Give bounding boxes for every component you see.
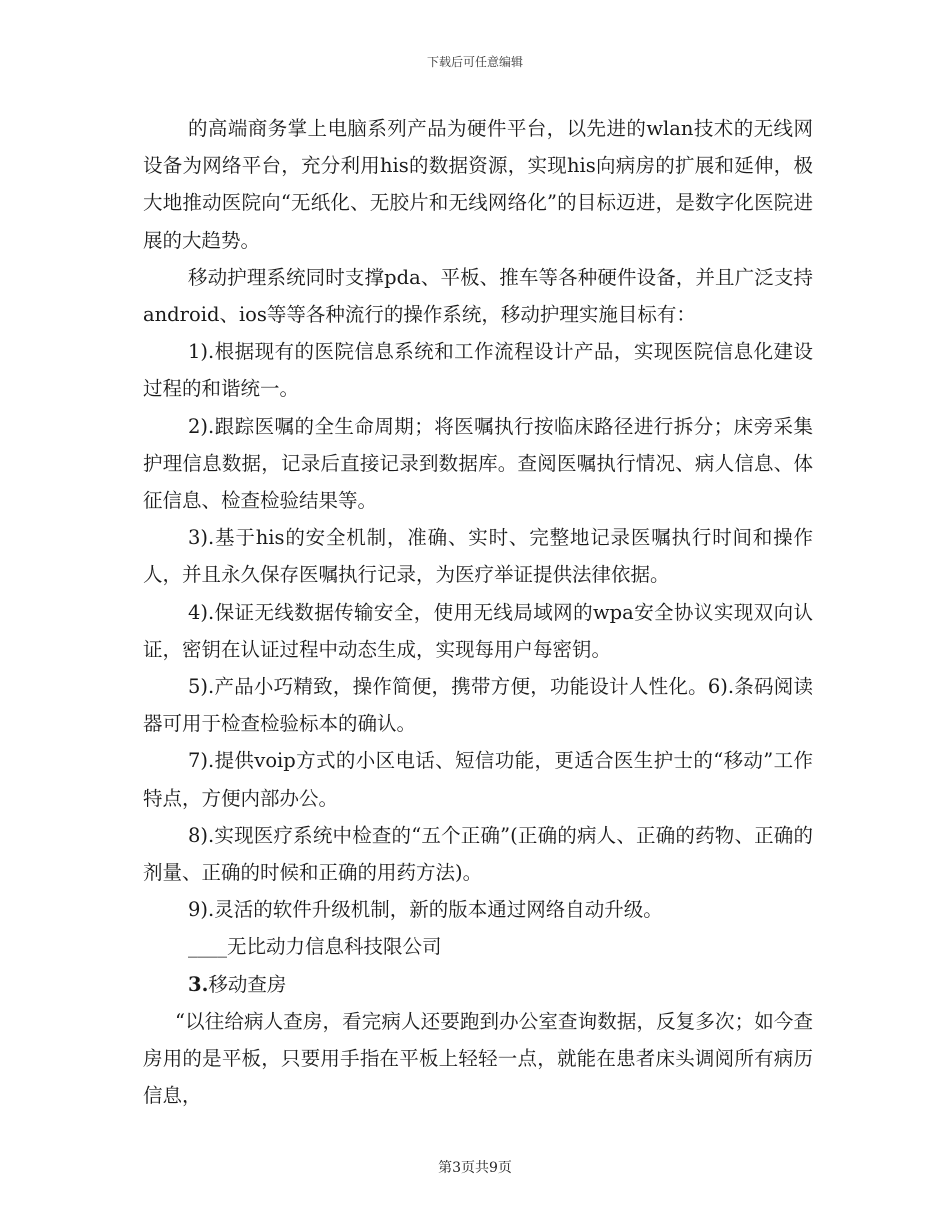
goal-item-8: 8).实现医疗系统中检查的“五个正确”(正确的病人、正确的药物、正确的剂量、正确的时候和正确的用药方法)。: [143, 823, 813, 885]
goal-item-3: 3).基于his的安全机制，准确、实时、完整地记录医嘱执行时间和操作人，并且永久保存医嘱执行记录，为医疗举证提供法律依据。: [143, 526, 813, 587]
page-footer: 第3页共9页: [438, 1160, 512, 1176]
page-header: 下载后可任意编辑: [426, 55, 523, 69]
section-heading: [143, 966, 813, 1003]
paragraph-system-support: 移动护理系统同时支撑pda、平板、推车等各种硬件设备，并且广泛支持android、ios等等各种流行的操作系统，移动护理实施目标有：: [143, 265, 813, 327]
goal-item-9: 9).灵活的软件升级机制，新的版本通过网络自动升级。: [188, 898, 663, 922]
section-number: 3.: [188, 972, 209, 996]
company-signature: ____无比动力信息科技限公司: [188, 935, 442, 959]
goal-item-7: 7).提供voip方式的小区电话、短信功能，更适合医生护士的“移动”工作特点，方便内部办公。: [143, 749, 813, 810]
quote-paragraph: “以往给病人查房，看完病人还要跑到办公室查询数据，反复多次；如今查房用的是平板，只要用手指在平板上轻轻一点，就能在患者床头调阅所有病历信息，: [143, 1009, 813, 1108]
paragraph-intro: 的高端商务掌上电脑系列产品为硬件平台，以先进的wlan技术的无线网设备为网络平台，充分利用his的数据资源，实现his向病房的扩展和延伸，极大地推动医院向“无纸化、无胶片和无线网络化”的目标迈进，是数字化医院进展的大趋势。: [143, 117, 813, 252]
document-body: [143, 110, 813, 1114]
goal-item-5-6: 5).产品小巧精致，操作简便，携带方便，功能设计人性化。6).条码阅读器可用于检查检验标本的确认。: [143, 675, 813, 736]
goal-item-4: 4).保证无线数据传输安全，使用无线局域网的wpa安全协议实现双向认证，密钥在认证过程中动态生成，实现每用户每密钥。: [143, 600, 813, 661]
goal-item-2: 2).跟踪医嘱的全生命周期；将医嘱执行按临床路径进行拆分；床旁采集护理信息数据，记录后直接记录到数据库。查阅医嘱执行情况、病人信息、体征信息、检查检验结果等。: [143, 414, 813, 513]
section-title: 移动查房: [208, 972, 287, 996]
goal-item-1: 1).根据现有的医院信息系统和工作流程设计产品，实现医院信息化建设过程的和谐统一。: [143, 340, 813, 401]
